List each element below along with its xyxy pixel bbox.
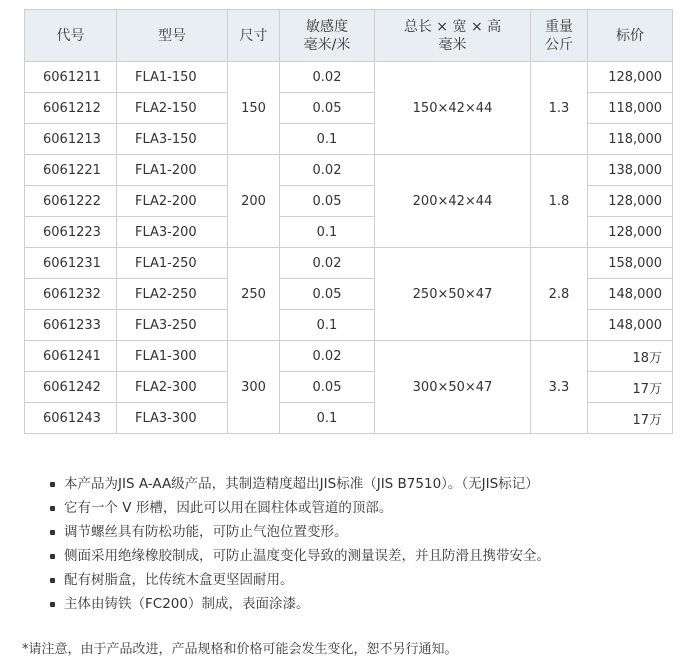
cell-sensitivity: 0.05 bbox=[280, 279, 375, 310]
header-sensitivity bbox=[280, 10, 375, 62]
cell-sensitivity: 0.1 bbox=[280, 217, 375, 248]
list-item bbox=[50, 520, 550, 544]
cell-dimensions: 250×50×47 bbox=[375, 248, 531, 341]
cell-sensitivity: 0.1 bbox=[280, 310, 375, 341]
bullet-icon bbox=[50, 482, 55, 487]
header-code: 代号 bbox=[25, 10, 117, 62]
cell-price: 17万 bbox=[588, 372, 673, 403]
header-dimensions-label: 总长 × 宽 × 高 bbox=[403, 18, 502, 35]
header-weight-label: 重量 bbox=[545, 18, 573, 35]
cell-sensitivity: 0.02 bbox=[280, 341, 375, 372]
cell-weight: 3.3 bbox=[531, 341, 588, 434]
cell-size: 200 bbox=[228, 155, 280, 248]
cell-price: 118,000 bbox=[588, 124, 673, 155]
cell-model: FLA3-250 bbox=[117, 310, 228, 341]
cell-price: 128,000 bbox=[588, 217, 673, 248]
cell-code: 6061211 bbox=[25, 62, 117, 93]
cell-price: 148,000 bbox=[588, 279, 673, 310]
cell-weight: 1.3 bbox=[531, 62, 588, 155]
cell-weight: 1.8 bbox=[531, 155, 588, 248]
feature-text: 调节螺丝具有防松功能，可防止气泡位置变形。 bbox=[64, 524, 348, 540]
cell-price: 118,000 bbox=[588, 93, 673, 124]
cell-model: FLA2-300 bbox=[117, 372, 228, 403]
table-row bbox=[25, 341, 673, 372]
cell-dimensions: 300×50×47 bbox=[375, 341, 531, 434]
header-sensitivity-unit: 毫米/米 bbox=[303, 36, 351, 53]
header-price: 标价 bbox=[588, 10, 673, 62]
table-header-row bbox=[25, 10, 673, 62]
cell-sensitivity: 0.02 bbox=[280, 248, 375, 279]
feature-text: 侧面采用绝缘橡胶制成，可防止温度变化导致的测量误差，并且防滑且携带安全。 bbox=[64, 548, 550, 564]
cell-model: FLA2-150 bbox=[117, 93, 228, 124]
cell-code: 6061233 bbox=[25, 310, 117, 341]
cell-sensitivity: 0.02 bbox=[280, 62, 375, 93]
cell-weight: 2.8 bbox=[531, 248, 588, 341]
table-row bbox=[25, 248, 673, 279]
list-item bbox=[50, 472, 550, 496]
cell-code: 6061213 bbox=[25, 124, 117, 155]
disclaimer-note: *请注意，由于产品改进，产品规格和价格可能会发生变化，恕不另行通知。 bbox=[22, 642, 458, 657]
cell-price: 17万 bbox=[588, 403, 673, 434]
table-row bbox=[25, 155, 673, 186]
header-dimensions bbox=[375, 10, 531, 62]
cell-sensitivity: 0.05 bbox=[280, 93, 375, 124]
header-sensitivity-label: 敏感度 bbox=[306, 18, 348, 35]
cell-code: 6061231 bbox=[25, 248, 117, 279]
cell-model: FLA2-200 bbox=[117, 186, 228, 217]
cell-price: 158,000 bbox=[588, 248, 673, 279]
list-item bbox=[50, 568, 550, 592]
bullet-icon bbox=[50, 530, 55, 535]
cell-model: FLA3-150 bbox=[117, 124, 228, 155]
cell-sensitivity: 0.05 bbox=[280, 372, 375, 403]
header-size: 尺寸 bbox=[228, 10, 280, 62]
cell-sensitivity: 0.1 bbox=[280, 124, 375, 155]
cell-model: FLA1-200 bbox=[117, 155, 228, 186]
cell-sensitivity: 0.1 bbox=[280, 403, 375, 434]
cell-model: FLA1-150 bbox=[117, 62, 228, 93]
list-item bbox=[50, 496, 550, 520]
cell-model: FLA2-250 bbox=[117, 279, 228, 310]
cell-price: 148,000 bbox=[588, 310, 673, 341]
table-row bbox=[25, 62, 673, 93]
feature-list bbox=[50, 472, 550, 616]
cell-code: 6061221 bbox=[25, 155, 117, 186]
cell-model: FLA3-200 bbox=[117, 217, 228, 248]
cell-dimensions: 200×42×44 bbox=[375, 155, 531, 248]
cell-price: 128,000 bbox=[588, 186, 673, 217]
cell-code: 6061222 bbox=[25, 186, 117, 217]
bullet-icon bbox=[50, 506, 55, 511]
cell-sensitivity: 0.02 bbox=[280, 155, 375, 186]
cell-dimensions: 150×42×44 bbox=[375, 62, 531, 155]
cell-price: 128,000 bbox=[588, 62, 673, 93]
cell-size: 300 bbox=[228, 341, 280, 434]
header-dimensions-unit: 毫米 bbox=[438, 36, 467, 53]
cell-size: 250 bbox=[228, 248, 280, 341]
feature-text: 主体由铸铁（FC200）制成，表面涂漆。 bbox=[64, 596, 310, 612]
cell-code: 6061242 bbox=[25, 372, 117, 403]
cell-model: FLA1-300 bbox=[117, 341, 228, 372]
cell-sensitivity: 0.05 bbox=[280, 186, 375, 217]
cell-price: 18万 bbox=[588, 341, 673, 372]
cell-code: 6061241 bbox=[25, 341, 117, 372]
header-weight-unit: 公斤 bbox=[545, 36, 573, 53]
cell-size: 150 bbox=[228, 62, 280, 155]
feature-text: 配有树脂盒，比传统木盒更坚固耐用。 bbox=[64, 572, 294, 588]
cell-code: 6061232 bbox=[25, 279, 117, 310]
bullet-icon bbox=[50, 578, 55, 583]
header-model: 型号 bbox=[117, 10, 228, 62]
bullet-icon bbox=[50, 602, 55, 607]
cell-model: FLA3-300 bbox=[117, 403, 228, 434]
cell-price: 138,000 bbox=[588, 155, 673, 186]
cell-code: 6061223 bbox=[25, 217, 117, 248]
cell-code: 6061243 bbox=[25, 403, 117, 434]
header-weight bbox=[531, 10, 588, 62]
list-item bbox=[50, 592, 550, 616]
bullet-icon bbox=[50, 554, 55, 559]
feature-text: 本产品为JIS A-AA级产品，其制造精度超出JIS标准（JIS B7510）。（无JIS标记） bbox=[64, 476, 539, 492]
cell-model: FLA1-250 bbox=[117, 248, 228, 279]
feature-text: 它有一个 V 形槽，因此可以用在圆柱体或管道的顶部。 bbox=[64, 500, 393, 516]
cell-code: 6061212 bbox=[25, 93, 117, 124]
spec-table bbox=[24, 9, 673, 434]
list-item bbox=[50, 544, 550, 568]
